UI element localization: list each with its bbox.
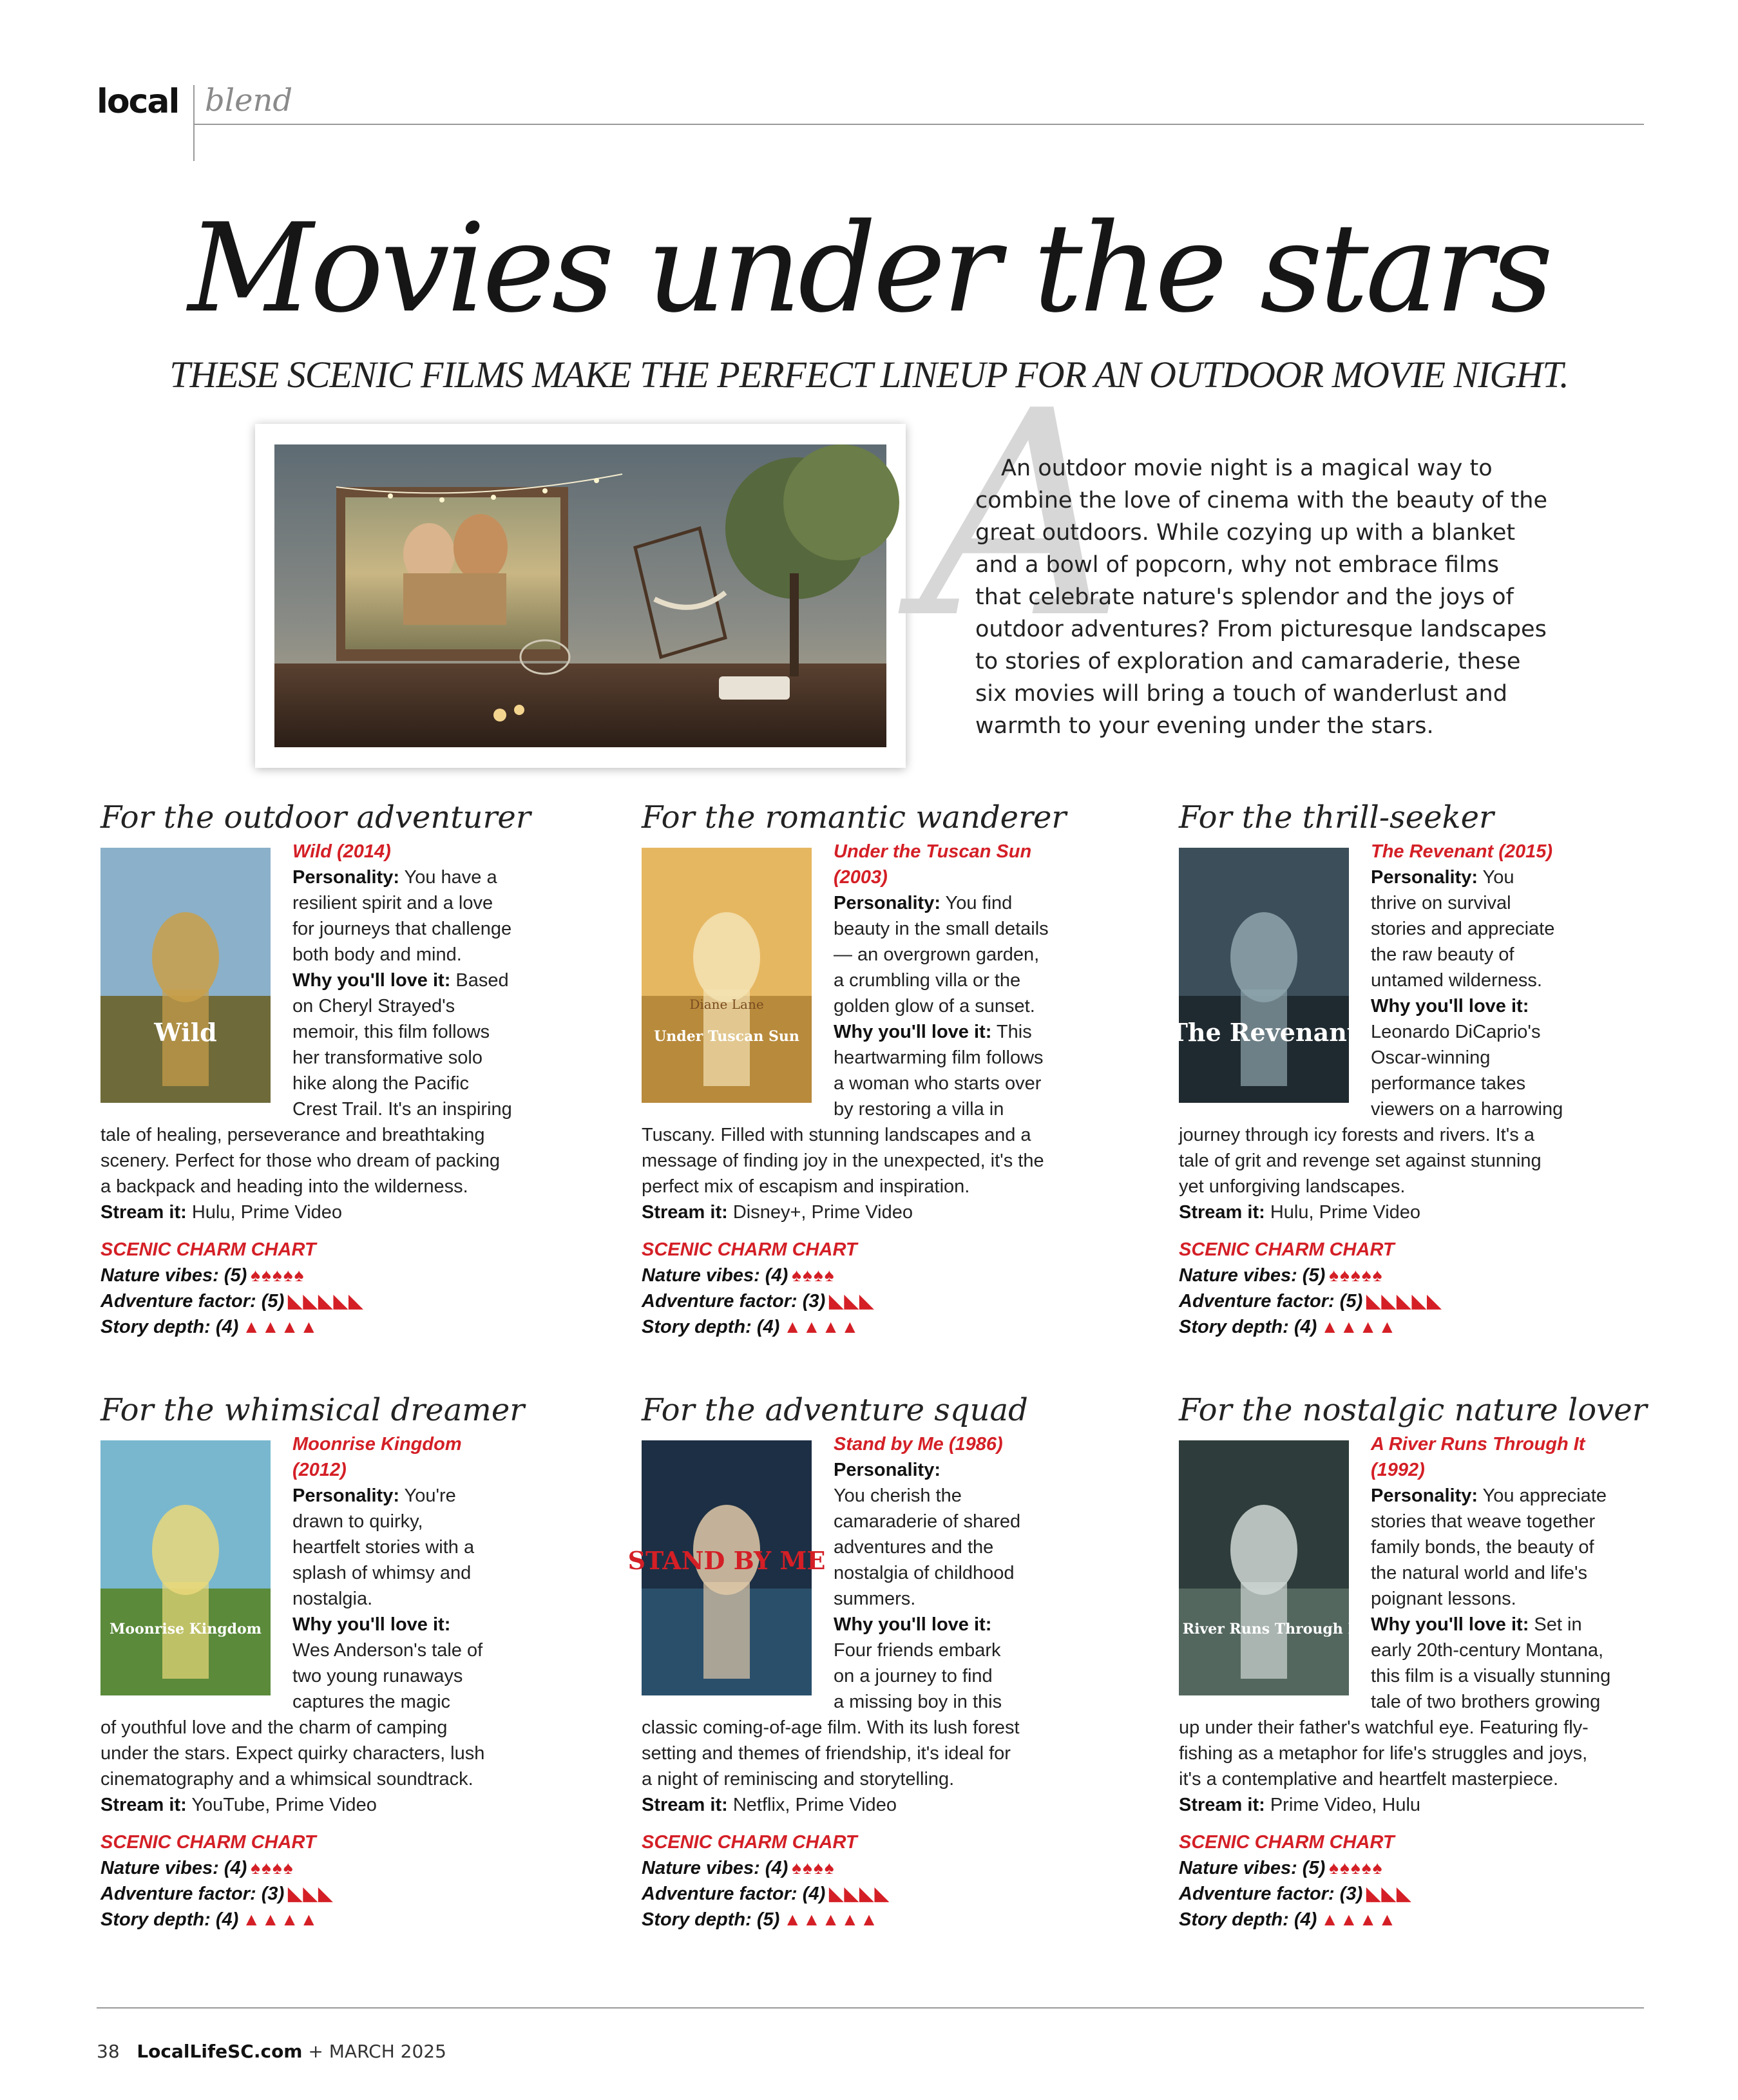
movie-section <box>100 1389 590 1930</box>
intro-line: An outdoor movie night is a magical way to <box>1001 455 1493 481</box>
text-line: tale of grit and revenge set against stunning <box>1179 1150 1542 1171</box>
text-line: yet unforgiving landscapes. <box>1179 1176 1406 1197</box>
field-value: Based <box>455 970 509 991</box>
field-value: YouTube, Prime Video <box>191 1795 377 1815</box>
movie-section <box>1169 796 1668 1337</box>
campfire-icon-row: ▲▲▲▲ <box>242 1909 320 1929</box>
rating-value: 4 <box>763 1317 774 1337</box>
field-label: Why you'll love it: <box>1371 996 1529 1017</box>
text-line <box>100 1199 603 1225</box>
rating-label: Adventure factor: <box>642 1884 797 1904</box>
issue-date: MARCH 2025 <box>329 2041 446 2062</box>
movie-poster <box>627 1440 826 1695</box>
rating-value: 5 <box>763 1909 774 1930</box>
field-label: Why you'll love it: <box>834 1022 992 1042</box>
field-value: Prime Video, Hulu <box>1270 1795 1421 1815</box>
movie-body <box>100 1431 590 1930</box>
field-label: Personality: <box>834 893 941 913</box>
rating-adventure: Adventure factor: (3) ◣◣◣ <box>100 1884 334 1904</box>
footer-rule <box>97 2007 1644 2009</box>
footer-separator: + <box>308 2041 323 2062</box>
rating-adventure: Adventure factor: (5) ◣◣◣◣◣ <box>100 1291 364 1312</box>
text-line: Oscar-winning <box>1371 1047 1491 1068</box>
rating-label: Nature vibes: <box>1179 1858 1297 1878</box>
field-label: Why you'll love it: <box>292 970 451 991</box>
field-label: Personality: <box>292 1485 399 1506</box>
header-rule <box>193 124 1644 125</box>
rating-label: Adventure factor: <box>1179 1884 1335 1904</box>
rating-label: Story depth: <box>100 1909 211 1930</box>
movie-text <box>1371 839 1674 1122</box>
rating-story: Story depth: (4) ▲▲▲▲ <box>100 1909 320 1930</box>
movie-title: The Revenant (2015) <box>1371 841 1553 862</box>
text-line: heartwarming film follows <box>834 1047 1044 1068</box>
rating-label: Adventure factor: <box>100 1884 256 1904</box>
text-line: for journeys that challenge <box>292 919 512 939</box>
text-line <box>1179 1199 1681 1225</box>
text-line: the raw beauty of <box>1371 944 1514 965</box>
rating-value: 5 <box>230 1265 241 1286</box>
rating-value: 4 <box>230 1858 241 1878</box>
text-line: adventures and the <box>834 1537 994 1558</box>
text-line: splash of whimsy and <box>292 1563 472 1583</box>
rating-value: 5 <box>1308 1265 1319 1286</box>
campfire-icon-row: ▲▲▲▲ <box>242 1317 320 1337</box>
field-value: This <box>996 1022 1032 1042</box>
site-name: LocalLifeSC.com <box>137 2041 303 2062</box>
text-line: setting and themes of friendship, it's ideal for <box>642 1743 1011 1764</box>
text-line: a woman who starts over <box>834 1073 1042 1094</box>
text-line: classic coming-of-age film. With its lush forest <box>642 1717 1020 1738</box>
text-line <box>1371 993 1674 1019</box>
scenic-charm-chart <box>100 1237 364 1340</box>
rating-label: Nature vibes: <box>100 1265 219 1286</box>
movie-title: (2003) <box>834 867 888 888</box>
section-title: For the adventure squad <box>642 1392 1028 1428</box>
rating-story: Story depth: (5) ▲▲▲▲▲ <box>642 1909 879 1930</box>
text-line: message of finding joy in the unexpected, it's the <box>642 1150 1044 1171</box>
campfire-icon-row: ▲▲▲▲▲ <box>783 1909 879 1929</box>
text-line: this film is a visually stunning <box>1371 1666 1611 1686</box>
text-line: of youthful love and the charm of camping <box>100 1717 448 1738</box>
boot-icon-row: ◣◣◣◣◣ <box>1366 1291 1442 1311</box>
poster-title: The Revenant <box>1169 1018 1359 1047</box>
page-title: Movies under the stars <box>187 197 1551 339</box>
rating-story: Story depth: (4) ▲▲▲▲ <box>642 1317 861 1337</box>
rating-nature: Nature vibes: (4) ♠♠♠♠ <box>642 1265 836 1286</box>
movie-poster <box>1167 1440 1361 1695</box>
movie-text <box>834 839 1136 1122</box>
field-label: Stream it: <box>642 1795 728 1815</box>
text-line: Leonardo DiCaprio's <box>1371 1022 1541 1042</box>
movie-text-full <box>1179 1715 1681 1818</box>
boot-icon-row: ◣◣◣◣ <box>829 1884 890 1904</box>
rating-value: 3 <box>808 1291 819 1312</box>
tree-icon-row: ♠♠♠♠♠ <box>251 1265 305 1285</box>
field-label: Why you'll love it: <box>834 1614 992 1635</box>
rating-story: Story depth: (4) ▲▲▲▲ <box>1179 1317 1398 1337</box>
text-line <box>834 890 1136 916</box>
movie-title: Under the Tuscan Sun <box>834 841 1032 862</box>
text-line <box>1371 1612 1674 1637</box>
section-title: For the thrill-seeker <box>1179 799 1494 835</box>
text-line: untamed wilderness. <box>1371 970 1542 991</box>
hero-photo <box>274 444 886 747</box>
campfire-icon-row: ▲▲▲▲ <box>783 1317 861 1337</box>
rating-label: Story depth: <box>642 1317 752 1337</box>
movie-body <box>100 839 590 1337</box>
page-subtitle: THESE SCENIC FILMS MAKE THE PERFECT LINEUP FOR AN OUTDOOR MOVIE NIGHT. <box>169 354 1569 396</box>
text-line <box>1179 1792 1681 1818</box>
text-line <box>292 1612 595 1637</box>
rating-label: Adventure factor: <box>1179 1291 1335 1312</box>
text-line: perfect mix of escapism and inspiration. <box>642 1176 970 1197</box>
boot-icon-row: ◣◣◣ <box>288 1884 334 1904</box>
text-line <box>292 864 595 890</box>
boot-icon-row: ◣◣◣ <box>1366 1884 1412 1904</box>
rating-value: 5 <box>267 1291 278 1312</box>
rating-nature: Nature vibes: (4) ♠♠♠♠ <box>642 1858 836 1878</box>
text-line: on Cheryl Strayed's <box>292 996 455 1017</box>
text-line: cinematography and a whimsical soundtrack. <box>100 1769 473 1790</box>
text-line: heartfelt stories with a <box>292 1537 475 1558</box>
field-value: Set in <box>1534 1614 1582 1635</box>
section-title: For the romantic wanderer <box>642 799 1067 835</box>
text-line <box>1371 864 1674 890</box>
section-title: For the outdoor adventurer <box>100 799 531 835</box>
movie-poster <box>1169 848 1359 1103</box>
text-line: Crest Trail. It's an inspiring <box>292 1099 512 1120</box>
text-line: a missing boy in this <box>834 1692 1002 1712</box>
rating-label: Adventure factor: <box>100 1291 256 1312</box>
text-line <box>642 1199 1144 1225</box>
rating-label: Story depth: <box>1179 1317 1289 1337</box>
movie-body <box>642 839 1131 1337</box>
rating-label: Nature vibes: <box>100 1858 219 1878</box>
movie-section <box>642 796 1131 1337</box>
rating-value: 4 <box>1300 1909 1311 1930</box>
poster-title: STAND BY ME <box>627 1546 826 1575</box>
rating-value: 4 <box>222 1909 233 1930</box>
field-label: Stream it: <box>100 1202 187 1223</box>
movie-title: Moonrise Kingdom <box>292 1434 462 1455</box>
field-value: Hulu, Prime Video <box>191 1202 343 1223</box>
page-number: 38 <box>97 2041 120 2062</box>
movie-text-full <box>1179 1122 1681 1225</box>
rating-nature: Nature vibes: (5) ♠♠♠♠♠ <box>1179 1265 1384 1286</box>
movie-text <box>292 839 595 1122</box>
rating-label: Adventure factor: <box>642 1291 797 1312</box>
scenic-charm-chart <box>1179 1237 1442 1340</box>
chart-heading: SCENIC CHARM CHART <box>1179 1832 1395 1853</box>
text-line: You cherish the <box>834 1485 962 1506</box>
intro-line: warmth to your evening under the stars. <box>975 713 1434 739</box>
text-line <box>292 968 595 993</box>
movie-poster <box>100 1440 271 1695</box>
rating-label: Nature vibes: <box>642 1858 760 1878</box>
chart-heading: SCENIC CHARM CHART <box>642 1832 857 1853</box>
chart-heading: SCENIC CHARM CHART <box>100 1239 316 1260</box>
poster-title: A River Runs Through It <box>1167 1621 1361 1637</box>
rating-label: Story depth: <box>100 1317 211 1337</box>
text-line: by restoring a villa in <box>834 1099 1004 1120</box>
tree-icon-row: ♠♠♠♠♠ <box>1329 1265 1384 1285</box>
poster-title: Wild <box>154 1018 217 1047</box>
field-label: Personality: <box>1371 1485 1478 1506</box>
section-title: For the whimsical dreamer <box>100 1392 525 1428</box>
campfire-icon-row: ▲▲▲▲ <box>1321 1317 1398 1337</box>
campfire-icon-row: ▲▲▲▲ <box>1321 1909 1398 1929</box>
text-line: performance takes <box>1371 1073 1526 1094</box>
rating-value: 4 <box>771 1265 782 1286</box>
text-line: thrive on survival <box>1371 893 1511 913</box>
field-label: Stream it: <box>642 1202 728 1223</box>
text-line: a night of reminiscing and storytelling. <box>642 1769 955 1790</box>
text-line: a backpack and heading into the wilderness. <box>100 1176 468 1197</box>
text-line: her transformative solo <box>292 1047 482 1068</box>
movie-poster <box>642 848 812 1103</box>
movie-body <box>627 1431 1131 1930</box>
text-line: Wes Anderson's tale of <box>292 1640 483 1661</box>
poster-subtitle: Diane Lane <box>689 997 764 1012</box>
movie-section <box>1167 1389 1668 1930</box>
rating-value: 5 <box>1308 1858 1319 1878</box>
movie-text <box>292 1431 595 1715</box>
rating-label: Story depth: <box>642 1909 752 1930</box>
text-line: on a journey to find <box>834 1666 993 1686</box>
text-line: viewers on a harrowing <box>1371 1099 1563 1120</box>
text-line <box>1371 1483 1674 1509</box>
movie-section <box>100 796 590 1337</box>
movie-text-full <box>642 1122 1144 1225</box>
text-line: it's a contemplative and heartfelt masterpiece. <box>1179 1769 1559 1790</box>
text-line: the natural world and life's <box>1371 1563 1588 1583</box>
text-line <box>100 1792 603 1818</box>
movie-title: Wild (2014) <box>292 841 391 862</box>
movie-title: (1992) <box>1371 1460 1425 1480</box>
rating-value: 4 <box>222 1317 233 1337</box>
boot-icon-row: ◣◣◣ <box>829 1291 875 1311</box>
footer <box>97 2041 446 2062</box>
rating-adventure: Adventure factor: (5) ◣◣◣◣◣ <box>1179 1291 1442 1312</box>
tree-icon-row: ♠♠♠♠ <box>792 1858 836 1878</box>
text-line: nostalgia of childhood <box>834 1563 1015 1583</box>
intro-line: six movies will bring a touch of wanderlust and <box>975 681 1507 707</box>
field-label: Personality: <box>1371 867 1478 888</box>
field-value: Netflix, Prime Video <box>732 1795 897 1815</box>
movie-body <box>1167 1431 1668 1930</box>
section-title: For the nostalgic nature lover <box>1179 1392 1647 1428</box>
text-line: captures the magic <box>292 1692 451 1712</box>
text-line: nostalgia. <box>292 1589 373 1609</box>
movie-text-full <box>642 1715 1144 1818</box>
intro-line: that celebrate nature's splendor and the joys of <box>975 584 1514 610</box>
poster-title: Under Tuscan Sun <box>654 1028 799 1045</box>
field-value: You <box>1482 867 1514 888</box>
rating-story: Story depth: (4) ▲▲▲▲ <box>1179 1909 1398 1930</box>
field-label: Stream it: <box>100 1795 187 1815</box>
text-line: fishing as a metaphor for life's struggles and joys, <box>1179 1743 1588 1764</box>
field-value: You have a <box>404 867 497 888</box>
field-value: Disney+, Prime Video <box>732 1202 913 1223</box>
rating-value: 3 <box>1346 1884 1357 1904</box>
text-line: camaraderie of shared <box>834 1511 1021 1532</box>
rating-nature: Nature vibes: (5) ♠♠♠♠♠ <box>1179 1858 1384 1878</box>
text-line: stories that weave together <box>1371 1511 1596 1532</box>
text-line: under the stars. Expect quirky characters, lush <box>100 1743 485 1764</box>
intro-line: to stories of exploration and camaraderie, these <box>975 649 1521 674</box>
rating-value: 4 <box>771 1858 782 1878</box>
tree-icon-row: ♠♠♠♠♠ <box>1329 1858 1384 1878</box>
scenic-charm-chart <box>642 1829 890 1933</box>
text-line: beauty in the small details <box>834 919 1049 939</box>
brand-logo: local <box>97 82 179 121</box>
chart-heading: SCENIC CHARM CHART <box>1179 1239 1395 1260</box>
intro-line: outdoor adventures? From picturesque landscapes <box>975 616 1547 642</box>
text-line: two young runaways <box>292 1666 463 1686</box>
rating-label: Nature vibes: <box>1179 1265 1297 1286</box>
text-line: early 20th-century Montana, <box>1371 1640 1604 1661</box>
text-line: scenery. Perfect for those who dream of packing <box>100 1150 501 1171</box>
header-divider <box>193 85 195 161</box>
movie-text-full <box>100 1715 603 1818</box>
text-line: resilient spirit and a love <box>292 893 493 913</box>
text-line: tale of two brothers growing <box>1371 1692 1601 1712</box>
movie-text-full <box>100 1122 603 1225</box>
field-label: Personality: <box>292 867 399 888</box>
rating-value: 3 <box>267 1884 278 1904</box>
field-label: Why you'll love it: <box>1371 1614 1529 1635</box>
field-value: You're <box>404 1485 456 1506</box>
tree-icon-row: ♠♠♠♠ <box>792 1265 836 1285</box>
text-line: — an overgrown garden, <box>834 944 1040 965</box>
intro-line: combine the love of cinema with the beauty of the <box>975 488 1548 513</box>
text-line: tale of healing, perseverance and breathtaking <box>100 1125 485 1145</box>
field-value: Hulu, Prime Video <box>1270 1202 1421 1223</box>
scenic-charm-chart <box>642 1237 875 1340</box>
rating-adventure: Adventure factor: (3) ◣◣◣ <box>1179 1884 1412 1904</box>
intro-line: and a bowl of popcorn, why not embrace films <box>975 552 1499 578</box>
field-value: You find <box>945 893 1013 913</box>
rating-value: 4 <box>808 1884 819 1904</box>
intro-paragraph <box>975 452 1548 742</box>
field-label: Stream it: <box>1179 1795 1265 1815</box>
movie-section <box>627 1389 1131 1930</box>
rating-adventure: Adventure factor: (3) ◣◣◣ <box>642 1291 875 1312</box>
rating-value: 5 <box>1346 1291 1357 1312</box>
movie-title: Stand by Me (1986) <box>834 1434 1003 1455</box>
text-line: drawn to quirky, <box>292 1511 423 1532</box>
field-label: Why you'll love it: <box>292 1614 451 1635</box>
text-line: stories and appreciate <box>1371 919 1555 939</box>
field-label: Personality: <box>834 1460 941 1480</box>
tree-icon-row: ♠♠♠♠ <box>251 1858 294 1878</box>
text-line: hike along the Pacific <box>292 1073 470 1094</box>
intro-line: great outdoors. While cozying up with a blanket <box>975 520 1516 546</box>
scenic-charm-chart <box>100 1829 334 1933</box>
movie-body <box>1169 839 1668 1337</box>
scenic-charm-chart <box>1179 1829 1412 1933</box>
movie-text <box>1371 1431 1674 1715</box>
rating-nature: Nature vibes: (5) ♠♠♠♠♠ <box>100 1265 305 1286</box>
movie-title: A River Runs Through It <box>1371 1434 1585 1455</box>
text-line: family bonds, the beauty of <box>1371 1537 1594 1558</box>
rating-story: Story depth: (4) ▲▲▲▲ <box>100 1317 320 1337</box>
rating-nature: Nature vibes: (4) ♠♠♠♠ <box>100 1858 294 1878</box>
text-line: summers. <box>834 1589 916 1609</box>
field-label: Stream it: <box>1179 1202 1265 1223</box>
text-line <box>642 1792 1144 1818</box>
movie-text <box>834 1431 1136 1715</box>
text-line: up under their father's watchful eye. Featuring fly- <box>1179 1717 1589 1738</box>
text-line <box>292 1483 595 1509</box>
text-line: Four friends embark <box>834 1640 1001 1661</box>
rating-label: Nature vibes: <box>642 1265 760 1286</box>
text-line: both body and mind. <box>292 944 462 965</box>
boot-icon-row: ◣◣◣◣◣ <box>288 1291 364 1311</box>
text-line: golden glow of a sunset. <box>834 996 1035 1017</box>
text-line: Tuscany. Filled with stunning landscapes and a <box>642 1125 1031 1145</box>
dropcap: A <box>920 350 1125 680</box>
section-name: blend <box>205 82 293 119</box>
text-line: journey through icy forests and rivers. It's a <box>1179 1125 1534 1145</box>
rating-adventure: Adventure factor: (4) ◣◣◣◣ <box>642 1884 890 1904</box>
text-line: a crumbling villa or the <box>834 970 1021 991</box>
chart-heading: SCENIC CHARM CHART <box>642 1239 857 1260</box>
chart-heading: SCENIC CHARM CHART <box>100 1832 316 1853</box>
movie-poster <box>100 848 271 1103</box>
rating-value: 4 <box>1300 1317 1311 1337</box>
movie-title: (2012) <box>292 1460 347 1480</box>
text-line <box>834 1019 1136 1045</box>
text-line: memoir, this film follows <box>292 1022 490 1042</box>
text-line: poignant lessons. <box>1371 1589 1516 1609</box>
text-line <box>834 1612 1136 1637</box>
poster-title: Moonrise Kingdom <box>110 1621 262 1637</box>
rating-label: Story depth: <box>1179 1909 1289 1930</box>
field-value: You appreciate <box>1482 1485 1607 1506</box>
text-line <box>834 1457 1136 1483</box>
